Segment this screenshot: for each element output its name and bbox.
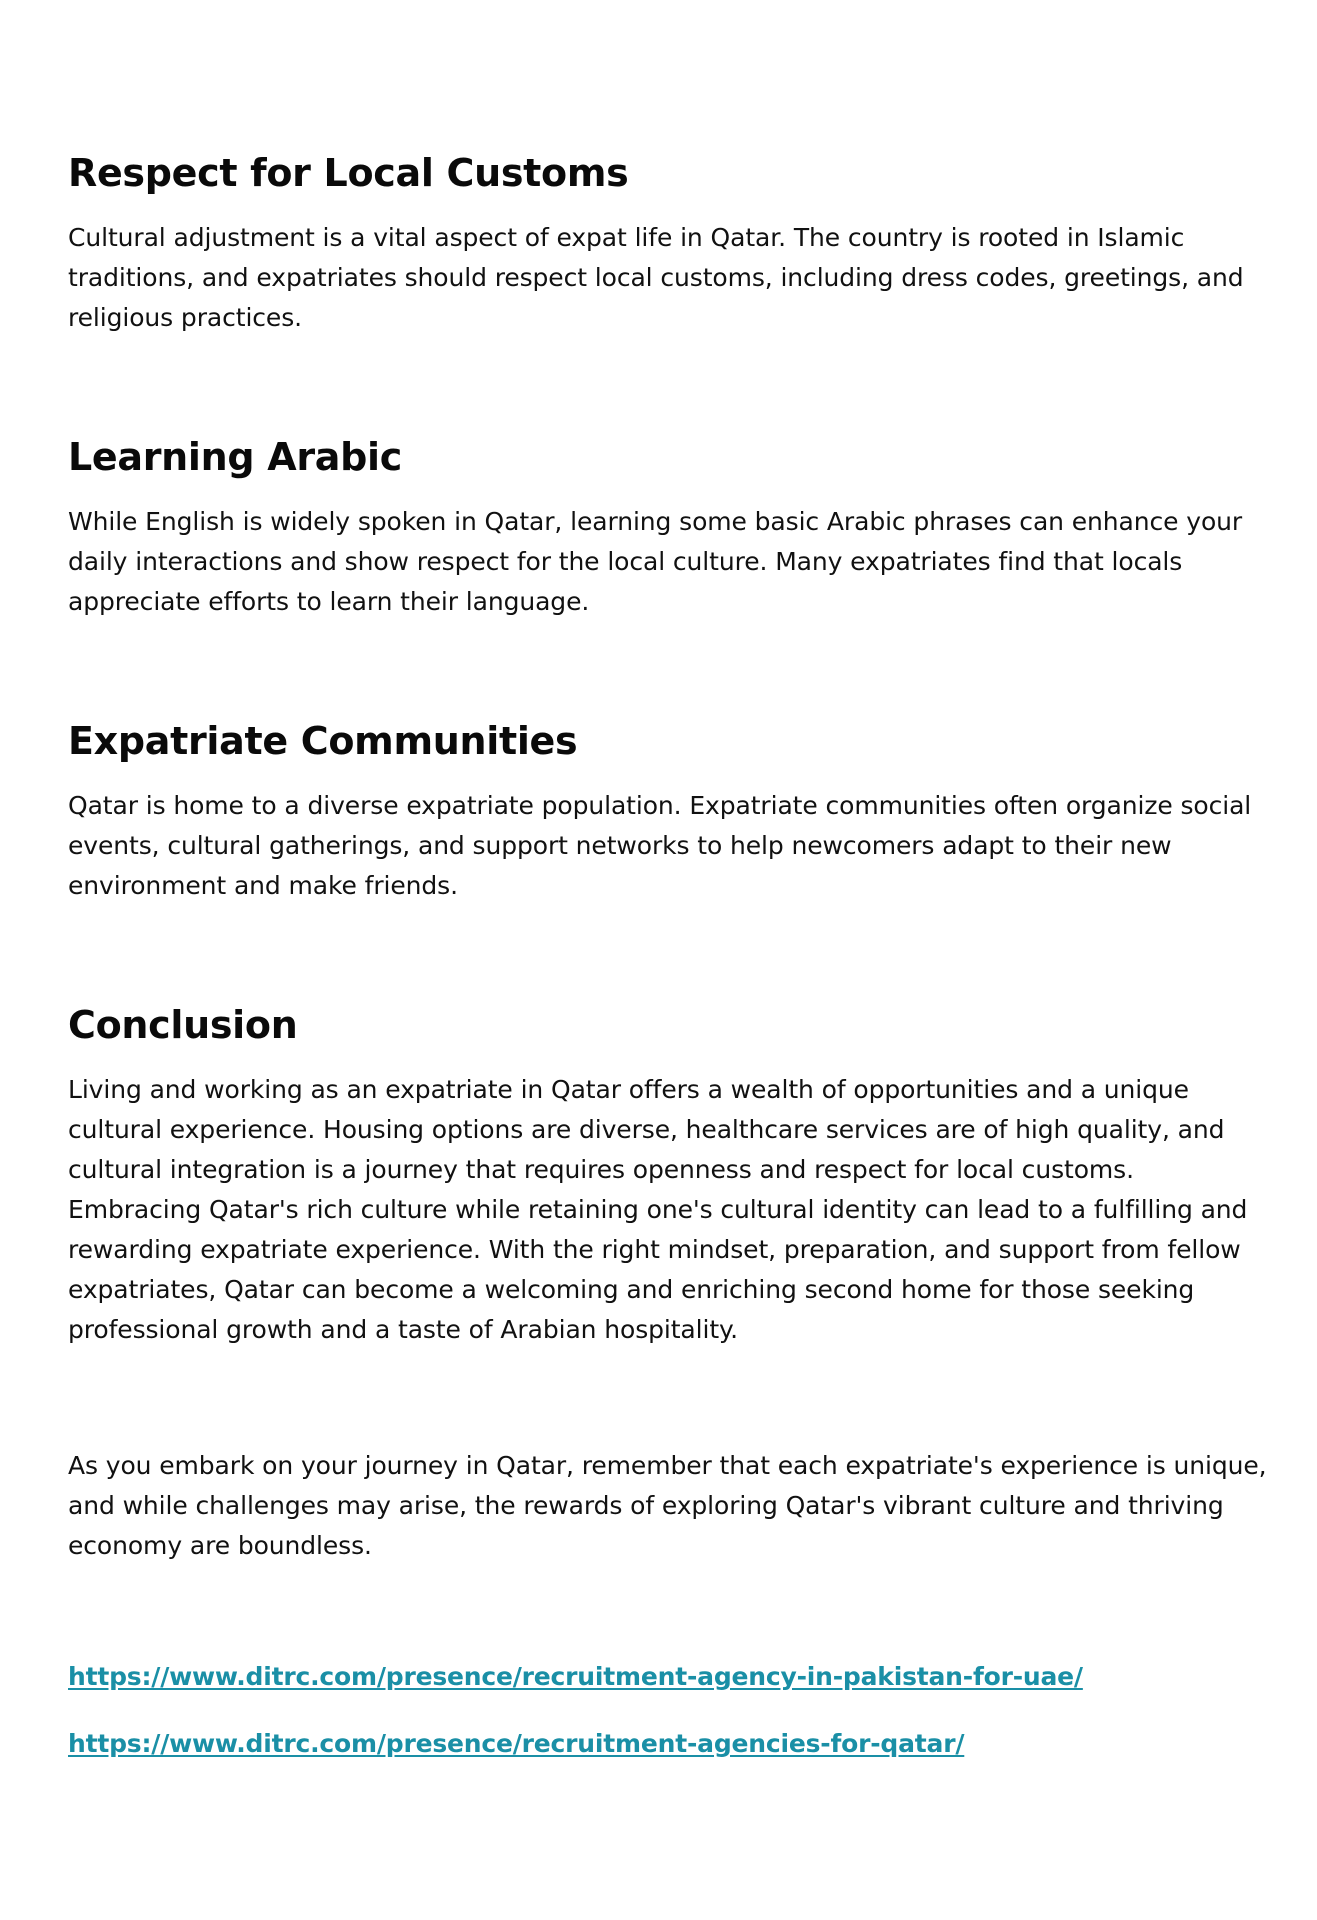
section-respect-local-customs (68, 150, 1268, 338)
link-recruitment-agencies-qatar[interactable]: https://www.ditrc.com/presence/recruitment-agencies-for-qatar/ (68, 1729, 965, 1758)
section-learning-arabic (68, 434, 1268, 622)
reference-links (68, 1660, 1268, 1761)
section-heading: Expatriate Communities (68, 719, 578, 763)
section-expatriate-communities (68, 718, 1268, 906)
section-paragraph: Qatar is home to a diverse expatriate population. Expatriate communities often organize social events, cultural gatherings, and support networks to help newcomers adapt to their new environment and make friends. (68, 791, 1252, 900)
section-paragraph: While English is widely spoken in Qatar, learning some basic Arabic phrases can enhance your daily interactions and show respect for the local culture. Many expatriates find that locals appreciate efforts to learn their language. (68, 507, 1243, 616)
section-heading: Conclusion (68, 1003, 298, 1047)
document-content (68, 150, 1268, 1761)
link-recruitment-agency-pakistan-uae[interactable]: https://www.ditrc.com/presence/recruitment-agency-in-pakistan-for-uae/ (68, 1662, 1083, 1691)
section-paragraph: Cultural adjustment is a vital aspect of expat life in Qatar. The country is rooted in Islamic traditions, and expatriates should respect local customs, including dress codes, greetings, and religious practices. (68, 223, 1244, 332)
closing-paragraph: As you embark on your journey in Qatar, remember that each expatriate's experience is unique, and while challenges may arise, the rewards of exploring Qatar's vibrant culture and thriving economy are boundless. (68, 1451, 1267, 1560)
section-heading: Learning Arabic (68, 435, 402, 479)
section-heading: Respect for Local Customs (68, 151, 629, 195)
section-paragraph: Living and working as an expatriate in Qatar offers a wealth of opportunities and a unique cultural experience. Housing options are diverse, healthcare services are of high quality, and cultural integration is a journey that requires openness and respect for local customs. Embracing Qatar's rich culture while retaining one's cultural identity can lead to a fulfilling and rewarding expatriate experience. With the right mindset, preparation, and support from fellow expatriates, Qatar can become a welcoming and enriching second home for those seeking professional growth and a taste of Arabian hospitality. (68, 1075, 1248, 1344)
section-conclusion (68, 1002, 1268, 1350)
